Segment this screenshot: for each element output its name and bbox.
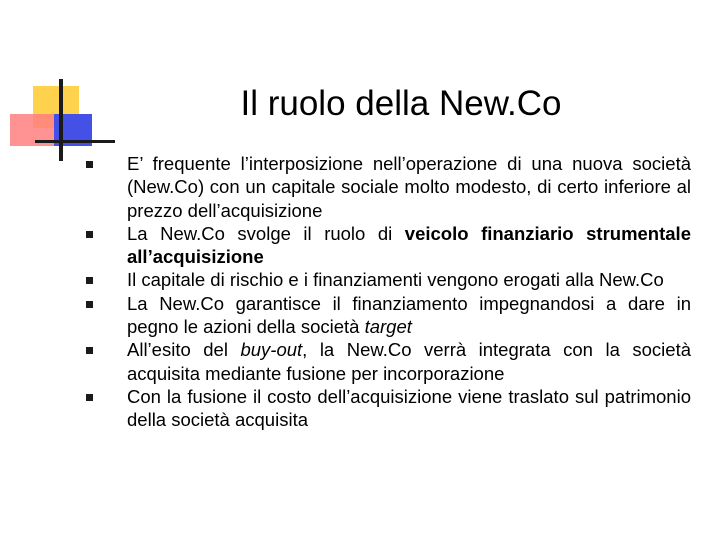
bullet-item [86,292,691,339]
emphasis-italic: target [364,316,412,338]
square-bullet-icon [86,231,93,238]
square-bullet-icon [86,394,93,401]
bullet-text: E’ frequente l’interposizione nell’operazione di una nuova società (New.Co) con un capitale sociale molto modesto, di certo inferiore al prezzo dell’acquisizione [127,153,691,221]
bullet-item [86,385,691,432]
bullet-text: La New.Co garantisce il finanziamento impegnandosi a dare in pegno le azioni della società target [127,292,691,338]
logo-horizontal-line [35,140,115,143]
bullet-text: La New.Co svolge il ruolo di veicolo finanziario strumentale all’acquisizione [127,222,691,268]
bullet-list [86,152,691,432]
emphasis-bold: veicolo finanziario strumentale all’acquisizione [127,222,691,268]
bullet-item [86,338,691,385]
emphasis-italic: buy-out [240,339,303,361]
square-bullet-icon [86,277,93,284]
bullet-item [86,222,691,269]
bullet-text: All’esito del buy-out, la New.Co verrà integrata con la società acquisita mediante fusione per incorporazione [127,339,691,384]
logo-vertical-line [59,79,63,161]
slide-title: Il ruolo della New.Co [240,84,562,123]
bullet-text: Il capitale di rischio e i finanziamenti vengono erogati alla New.Co [127,269,664,291]
bullet-item [86,268,691,291]
square-bullet-icon [86,161,93,168]
square-bullet-icon [86,301,93,308]
square-bullet-icon [86,347,93,354]
bullet-item [86,152,691,222]
decorative-logo [0,0,100,170]
bullet-text: Con la fusione il costo dell’acquisizione viene traslato sul patrimonio della società acquisita [127,385,691,431]
